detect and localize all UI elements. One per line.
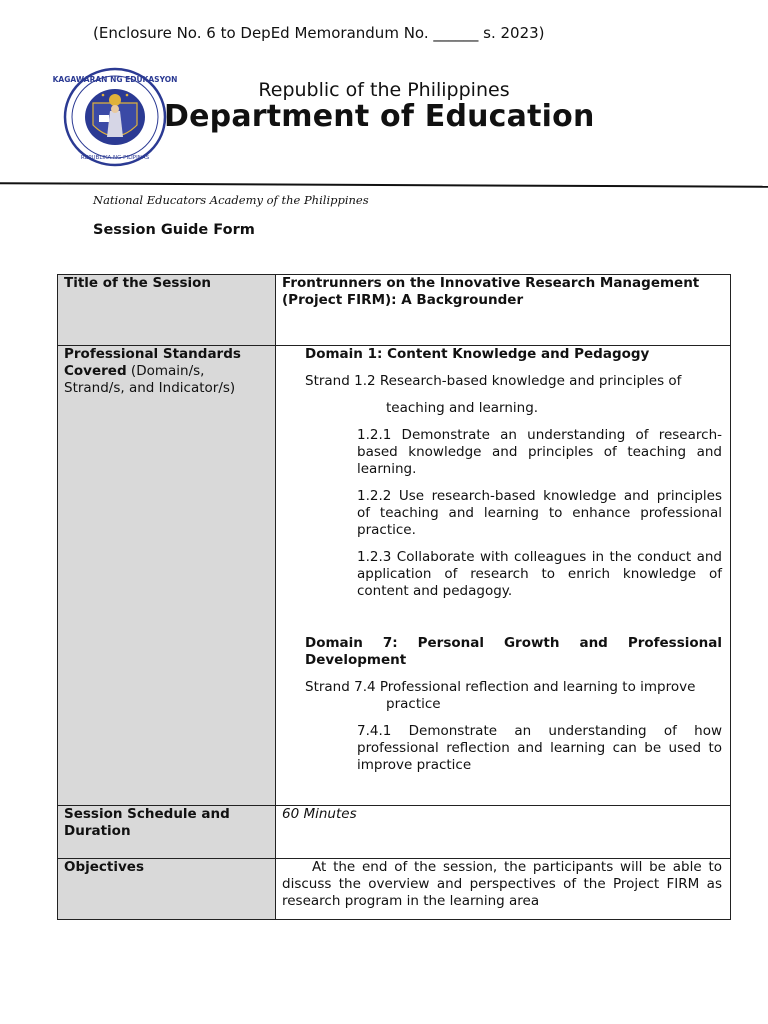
enclosure-note: (Enclosure No. 6 to DepEd Memorandum No. ______ s. 2023): [93, 24, 545, 42]
domain-7-heading: Domain 7: Personal Growth and Professional Development: [305, 635, 722, 668]
objectives-text: At the end of the session, the participants will be able to discuss the overview and perspectives of the Project FIRM as research program in the learning area: [282, 859, 722, 909]
standards-cell: [276, 346, 731, 806]
form-title: Session Guide Form: [93, 222, 255, 238]
standards-label-bold: Professional Standards Covered: [64, 346, 241, 379]
duration-value: 60 Minutes: [282, 806, 357, 822]
title-label: Title of the Session: [64, 275, 212, 291]
republic-heading: Republic of the Philippines: [258, 79, 510, 101]
svg-text:REPUBLIKA NG PILIPINAS: REPUBLIKA NG PILIPINAS: [80, 155, 150, 161]
table-row: [58, 859, 731, 920]
strand-7-4-line2: practice: [386, 696, 441, 712]
schedule-cell: [276, 806, 731, 859]
table-row: [58, 346, 731, 806]
row-label-cell: [58, 275, 276, 346]
indicator-1-2-1: 1.2.1 Demonstrate an understanding of research-based knowledge and principles of teaching and learning.: [357, 427, 722, 477]
schedule-label: Session Schedule and Duration: [64, 806, 230, 839]
table-row: [58, 806, 731, 859]
row-label-cell: [58, 859, 276, 920]
row-label-cell: [58, 346, 276, 806]
domain-1-heading: Domain 1: Content Knowledge and Pedagogy: [305, 346, 650, 362]
session-title-cell: [276, 275, 731, 346]
objectives-cell: [276, 859, 731, 920]
svg-text:KAGAWARAN NG EDUKASYON: KAGAWARAN NG EDUKASYON: [52, 75, 178, 84]
strand-1-2-line2: teaching and learning.: [386, 400, 539, 416]
department-heading: Department of Education: [164, 99, 595, 134]
row-label-cell: [58, 806, 276, 859]
objectives-label: Objectives: [64, 859, 144, 875]
session-guide-table: [57, 274, 731, 920]
academy-name: National Educators Academy of the Philippines: [93, 193, 369, 207]
table-row: [58, 275, 731, 346]
strand-7-4-line1: Strand 7.4 Professional reflection and learning to improve: [305, 679, 696, 695]
strand-1-2-line1: Strand 1.2 Research-based knowledge and principles of: [305, 373, 682, 389]
indicator-7-4-1: 7.4.1 Demonstrate an understanding of how professional reflection and learning can be used to improve practice: [357, 723, 722, 773]
indicator-1-2-2: 1.2.2 Use research-based knowledge and principles of teaching and learning to enhance professional practice.: [357, 488, 722, 538]
session-title: Frontrunners on the Innovative Research Management (Project FIRM): A Backgrounder: [282, 275, 700, 308]
standards-label-rest: (Domain/s, Strand/s, and Indicator/s): [64, 363, 236, 396]
header-divider: [0, 182, 768, 188]
indicator-1-2-3: 1.2.3 Collaborate with colleagues in the conduct and application of research to enrich knowledge of content and pedagogy.: [357, 549, 722, 599]
standards-label: [64, 346, 269, 397]
